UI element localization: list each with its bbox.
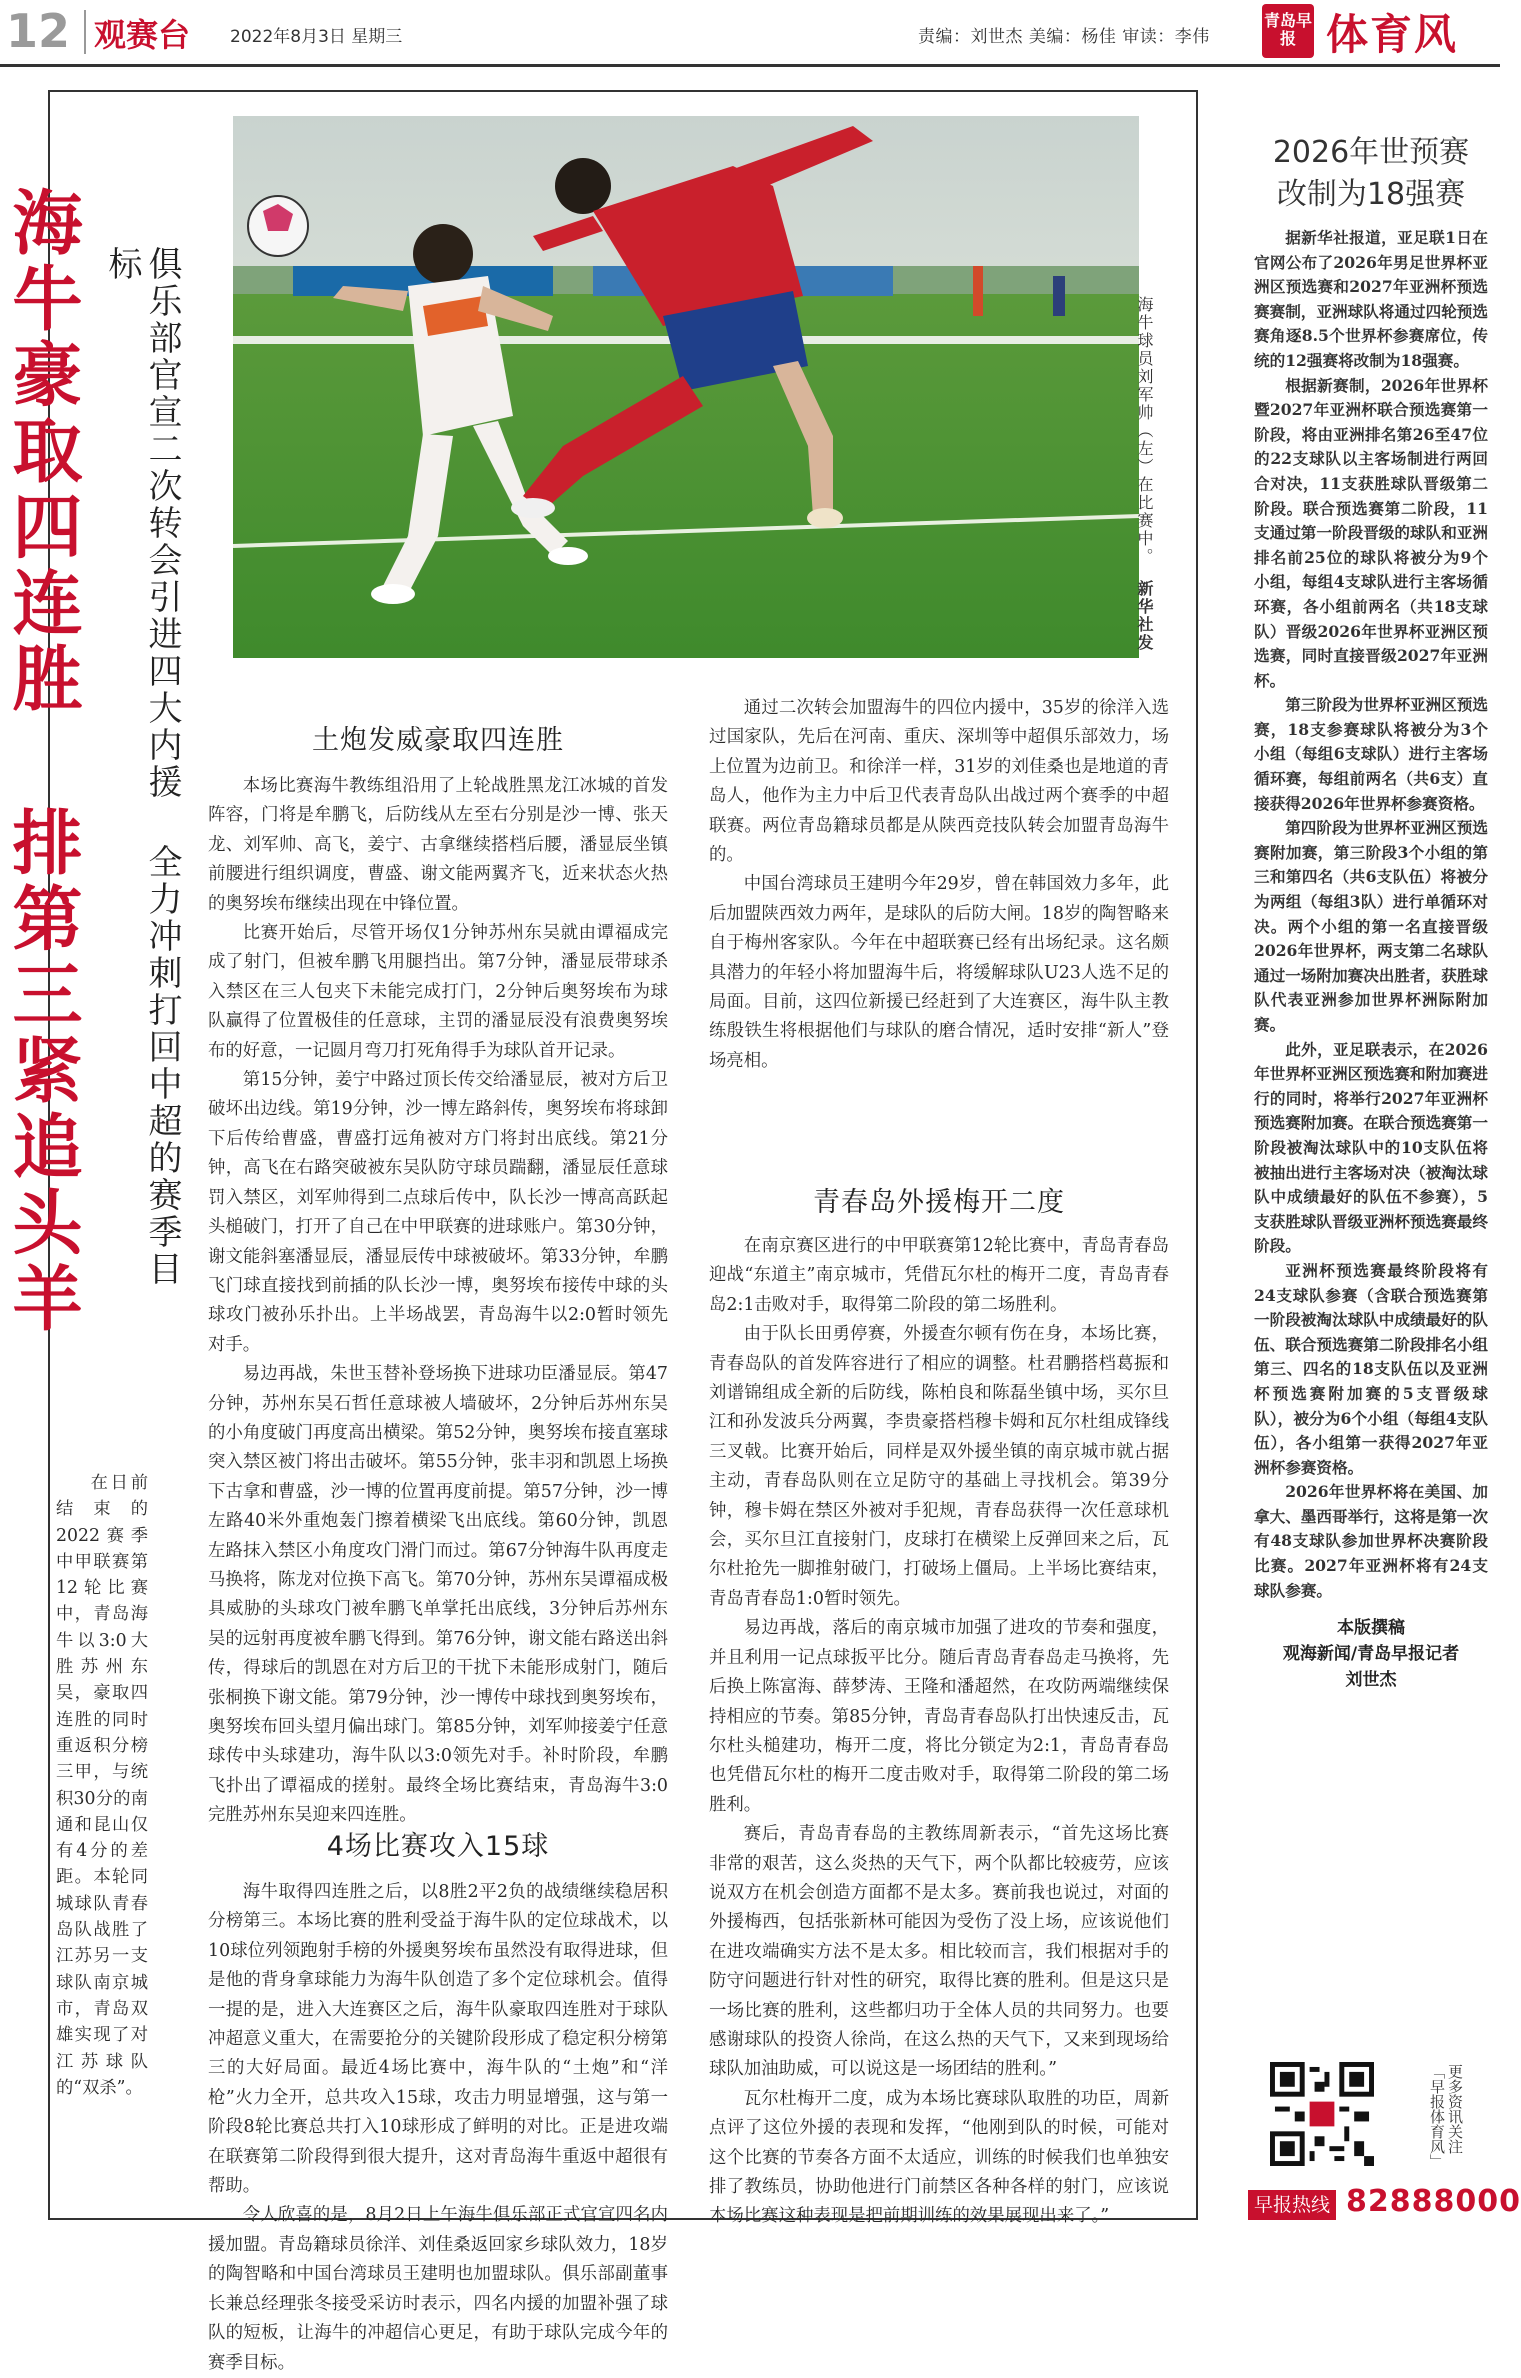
body-paragraph: 赛后，青岛青春岛的主教练周新表示，“首先这场比赛非常的艰苦，这么炎热的天气下，两个队都比较疲劳，应该说双方在机会创造方面都不是太多。赛前我也说过，对面的外援梅西，包括张新林可能因为受伤了没上场，应该说他们在进攻端确实方法不是太多。相比较而言，我们根据对手的防守问题进行针对性的研究，取得比赛的胜利。但是这只是一场比赛的胜利，这些都归功于全体人员的共同努力。也要感谢球队的投资人徐尚，在这么热的天气下，又来到现场给球队加油助威，可以说这是一场团结的胜利。” (709, 1824, 1169, 2080)
qr-spacer (1382, 2062, 1422, 2166)
page-number: 12 (6, 4, 71, 58)
qr-block (1270, 2062, 1484, 2174)
hotline-label: 早报热线 (1248, 2190, 1336, 2220)
body-paragraph: 易边再战，落后的南京城市加强了进攻的节奏和强度，并且利用一记点球扳平比分。随后青岛青春岛走马换将，先后换上陈富海、薛梦涛、王隆和潘超然，在攻防两端继续保持相应的节奏。第85分钟，青岛青春岛队打出快速反击，瓦尔杜头槌建功，梅开二度，将比分锁定为2:1，青岛青春岛也凭借瓦尔杜的梅开二度击败对手，取得第二阶段的第二场胜利。 (709, 1618, 1169, 1815)
writer-credit (1242, 1615, 1500, 1693)
body-paragraph: 瓦尔杜梅开二度，成为本场比赛球队取胜的功臣，周新点评了这位外援的表现和发挥，“他刚到队的时候，可能对这个比赛的节奏各方面不太适应，训练的时候我们也单独安排了教练员，协助他进行门前禁区各种各样的射门，应该说本场比赛这种表现是把前期训练的效果展现出来了。” (709, 2088, 1169, 2227)
article-column-2b (709, 1232, 1169, 2232)
photo-credit: 新华社发 (1135, 580, 1154, 652)
page-header (0, 0, 1500, 64)
hotline-number: 82888000 (1346, 2184, 1521, 2219)
sidebar-paragraph: 2026年世界杯将在美国、加拿大、墨西哥举行，这将是第一次有48支球队参加世界杯决赛阶段比赛。2027年亚洲杯将有24支球队参赛。 (1254, 1482, 1488, 1600)
qr-caption: 更多资讯关注「早报体育风」 (1428, 2064, 1464, 2169)
match-photo-image (233, 116, 1139, 658)
hotline-block (1248, 2184, 1521, 2224)
article-headline: 海牛豪取四连胜 排第三紧追头羊 (1, 186, 83, 1338)
sidebar-title-line-1: 2026年世预赛 (1272, 135, 1470, 170)
lead-column (56, 1470, 148, 2101)
sidebar-paragraph: 第三阶段为世界杯亚洲区预选赛，18支参赛球队将被分为3个小组（每组6支球队）进行主客场循环赛，每组前两名（共6支）直接获得2026年世界杯参赛资格。 (1254, 695, 1488, 813)
section-name: 观赛台 (94, 16, 191, 54)
editor-credits: 责编：刘世杰 美编：杨佳 审读：李伟 (918, 27, 1210, 47)
header-rule (0, 64, 1500, 67)
lead-paragraph: 在日前结束的2022赛季中甲联赛第12轮比赛中，青岛海牛以3:0大胜苏州东吴，豪取四连胜的同时重返积分榜三甲，与统积30分的南通和昆山仅有4分的差距。本轮同城球队青春岛队战胜了江苏另一支球队南京城市，青岛双雄实现了对江苏球队的“双杀”。 (56, 1473, 148, 2098)
brand-block (1262, 4, 1496, 60)
header-divider (84, 10, 86, 54)
newspaper-logo: 青岛早报 (1262, 4, 1314, 58)
body-paragraph: 通过二次转会加盟海牛的四位内援中，35岁的徐洋入选过国家队，先后在河南、重庆、深圳等中超俱乐部效力，场上位置为边前卫。和徐洋一样，31岁的刘佳桑也是地道的青岛人，他作为主力中后卫代表青岛队出战过两个赛季的中超联赛。两位青岛籍球员都是从陕西竞技队转会加盟青岛海牛的。 (709, 698, 1169, 866)
article-column-2 (709, 694, 1169, 1076)
sidebar-paragraph: 亚洲杯预选赛最终阶段将有24支球队参赛（含联合预选赛第一阶段被淘汰球队中成绩最好的队伍、联合预选赛第二阶段排名小组第三、四名的18支队伍以及亚洲杯预选赛附加赛的5支晋级球队），被分为6个小组（每组4支队伍），各小组第一获得2027年亚洲杯参赛资格。 (1254, 1260, 1488, 1477)
body-paragraph: 海牛取得四连胜之后，以8胜2平2负的战绩继续稳居积分榜第三。本场比赛的胜利受益于海牛队的定位球战术，以10球位列领跑射手榜的外援奥努埃布虽然没有取得进球，但是他的背身拿球能力为海牛队创造了多个定位球机会。值得一提的是，进入大连赛区之后，海牛队豪取四连胜对于球队冲超意义重大，在需要抢分的关键阶段形成了稳定积分榜第三的大好局面。最近4场比赛中，海牛队的“土炮”和“洋枪”火力全开，总共攻入15球，攻击力明显增强，这与第一阶段8轮比赛总共打入10球形成了鲜明的对比。正是进攻端在联赛第二阶段得到很大提升，这对青岛海牛重返中超很有帮助。 (208, 1882, 668, 2197)
issue-date: 2022年8月3日 星期三 (230, 27, 403, 47)
sidebar-paragraph: 据新华社报道，亚足联1日在官网公布了2026年男足世界杯亚洲区预选赛和2027年亚洲杯预选赛赛制，亚洲球队将通过四轮预选赛角逐8.5个世界杯参赛席位，传统的12强赛将改制为18强赛。 (1254, 228, 1488, 370)
body-paragraph: 由于队长田勇停赛，外援查尔顿有伤在身，本场比赛，青春岛队的首发阵容进行了相应的调整。杜君鹏搭档葛振和刘谱锦组成全新的后防线，陈柏良和陈磊坐镇中场，买尔旦江和孙发波兵分两翼，李贵豪搭档穆卡姆和瓦尔杜组成锋线三叉戟。比赛开始后，同样是双外援坐镇的南京城市就占据主动，青春岛队则在立足防守的基础上寻找机会。第39分钟，穆卡姆在禁区外被对手犯规，青春岛获得一次任意球机会，买尔旦江直接射门，皮球打在横梁上反弹回来之后，瓦尔杜抢先一脚推射破门，打破场上僵局。上半场比赛结束，青岛青春岛1:0暂时领先。 (709, 1324, 1169, 1609)
photo-caption-text: 海牛球员刘军帅（左）在比赛中。 (1135, 296, 1154, 566)
credit-line-1: 本版撰稿 (1337, 1618, 1405, 1639)
credit-line-2: 观海新闻/青岛早报记者 (1282, 1644, 1460, 1665)
section-title-2: 4场比赛攻入15球 (326, 1831, 550, 1862)
section-title-3: 青春岛外援梅开二度 (813, 1187, 1065, 1218)
credit-line-3: 刘世杰 (1345, 1670, 1397, 1691)
match-photo (233, 116, 1139, 658)
sidebar-paragraph: 第四阶段为世界杯亚洲区预选赛附加赛，第三阶段3个小组的第三和第四名（共6支队伍）将被分为两组（每组3队）进行单循环对决。两个小组的第一名直接晋级2026年世界杯，两支第二名球队通过一场附加赛决出胜者，获胜球队代表亚洲参加世界杯洲际附加赛。 (1254, 818, 1488, 1034)
sidebar-title-line-2: 改制为18强赛 (1276, 177, 1466, 212)
body-paragraph: 本场比赛海牛教练组沿用了上轮战胜黑龙江冰城的首发阵容，门将是牟鹏飞，后防线从左至右分别是沙一博、张天龙、刘军帅、高飞，姜宁、古拿继续搭档后腰，潘显辰坐镇前腰进行组织调度，曹盛、谢文能两翼齐飞，近来状态火热的奥努埃布继续出现在中锋位置。 (208, 776, 668, 914)
body-paragraph: 比赛开始后，尽管开场仅1分钟苏州东吴就由谭福成完成了射门，但被牟鹏飞用腿挡出。第7分钟，潘显辰带球杀入禁区在三人包夹下未能完成打门，2分钟后奥努埃布为球队赢得了位置极佳的任意球，主罚的潘显辰没有浪费奥努埃布的好意，一记圆月弯刀打死角得手为球队首开记录。 (208, 923, 668, 1061)
sidebar-title (1242, 90, 1500, 216)
body-paragraph: 第15分钟，姜宁中路过顶长传交给潘显辰，被对方后卫破坏出边线。第19分钟，沙一博左路斜传，奥努埃布将球卸下后传给曹盛，曹盛打远角被对方门将封出底线。第21分钟，高飞在右路突破被东吴队防守球员踹翻，潘显辰任意球罚入禁区，刘军帅得到二点球后传中，队长沙一博高高跃起头槌破门，打开了自己在中甲联赛的进球账户。第30分钟，谢文能斜塞潘显辰，潘显辰传中球被破坏。第33分钟，牟鹏飞门球直接找到前插的队长沙一博，奥努埃布接传中球的头球攻门被孙乐扑出。上半场战罢，青岛海牛以2:0暂时领先对手。 (208, 1070, 668, 1355)
qr-code-icon[interactable] (1270, 2062, 1374, 2166)
body-paragraph: 在南京赛区进行的中甲联赛第12轮比赛中，青岛青春岛迎战“东道主”南京城市，凭借瓦尔杜的梅开二度，青岛青春岛2:1击败对手，取得第二阶段的第二场胜利。 (709, 1236, 1169, 1315)
sidebar-body (1242, 226, 1500, 1603)
section-title-1: 土炮发威豪取四连胜 (312, 725, 564, 756)
article-column-1 (208, 772, 668, 1831)
article-column-1b (208, 1878, 668, 2378)
sidebar-paragraph: 根据新赛制，2026年世界杯暨2027年亚洲杯联合预选赛第一阶段，将由亚洲排名第26至47位的22支球队以主客场制进行两回合对决，11支获胜球队晋级第二阶段。联合预选赛第二阶段，11支通过第一阶段晋级的球队和亚洲排名前25位的球队将被分为9个小组，每组4支球队进行主客场循环赛，各小组前两名（共18支球队）晋级2026年世界杯亚洲区预选赛，同时直接晋级2027年亚洲杯。 (1254, 375, 1488, 690)
body-paragraph: 中国台湾球员王建明今年29岁，曾在韩国效力多年，此后加盟陕西效力两年，是球队的后防大闸。18岁的陶智略来自于梅州客家队。今年在中超联赛已经有出场纪录。这名颇具潜力的年轻小将加盟海牛后，将缓解球队U23人选不足的局面。目前，这四位新援已经赶到了大连赛区，海牛队主教练殷铁生将根据他们与球队的磨合情况，适时安排“新人”登场亮相。 (709, 874, 1169, 1071)
article-subhead: 俱乐部官宣二次转会引进四大内援 全力冲刺打回中超的赛季目标 (102, 246, 182, 1288)
column-brand: 体育风 (1326, 10, 1459, 59)
body-paragraph: 易边再战，朱世玉替补登场换下进球功臣潘显辰。第47分钟，苏州东吴石哲任意球被人墙破坏，2分钟后苏州东吴的小角度破门再度高出横梁。第52分钟，奥努埃布接直塞球突入禁区被门将出击破坏。第55分钟，张丰羽和凯恩上场换下古拿和曹盛，沙一博的位置再度前提。第57分钟，沙一博左路40米外重炮轰门擦着横梁飞出底线。第60分钟，凯恩左路抹入禁区小角度攻门滑门而过。第67分钟海牛队再度走马换将，陈龙对位换下高飞。第70分钟，苏州东吴谭福成极具威胁的头球攻门被牟鹏飞单掌托出底线，3分钟后苏州东吴的远射再度被牟鹏飞得到。第76分钟，谢文能右路送出斜传，得球后的凯恩在对方后卫的干扰下未能形成射门，随后张桐换下谢文能。第79分钟，沙一博传中球找到奥努埃布，奥努埃布回头望月偏出球门。第85分钟，刘军帅接姜宁任意球传中头球建功，海牛队以3:0领先对手。补时阶段，牟鹏飞扑出了谭福成的搓射。最终全场比赛结束，青岛海牛3:0完胜苏州东吴迎来四连胜。 (208, 1364, 668, 1826)
body-paragraph: 令人欣喜的是，8月2日上午海牛俱乐部正式官宣四名内援加盟。青岛籍球员徐洋、刘佳桑返回家乡球队效力，18岁的陶智略和中国台湾球员王建明也加盟球队。俱乐部副董事长兼总经理张冬接受采访时表示，四名内援的加盟补强了球队的短板，让海牛的冲超信心更足，有助于球队完成今年的赛季目标。 (208, 2205, 668, 2373)
sidebar-paragraph: 此外，亚足联表示，在2026年世界杯亚洲区预选赛和附加赛进行的同时，将举行2027年亚洲杯预选赛附加赛。在联合预选赛第一阶段被淘汰球队中的10支队伍将被抽出进行主客场对决（被淘汰球队中成绩最好的队伍不参赛），5支获胜球队晋级亚洲杯预选赛最终阶段。 (1254, 1039, 1488, 1256)
sidebar-story (1242, 90, 1500, 1693)
photo-caption (1134, 296, 1154, 676)
